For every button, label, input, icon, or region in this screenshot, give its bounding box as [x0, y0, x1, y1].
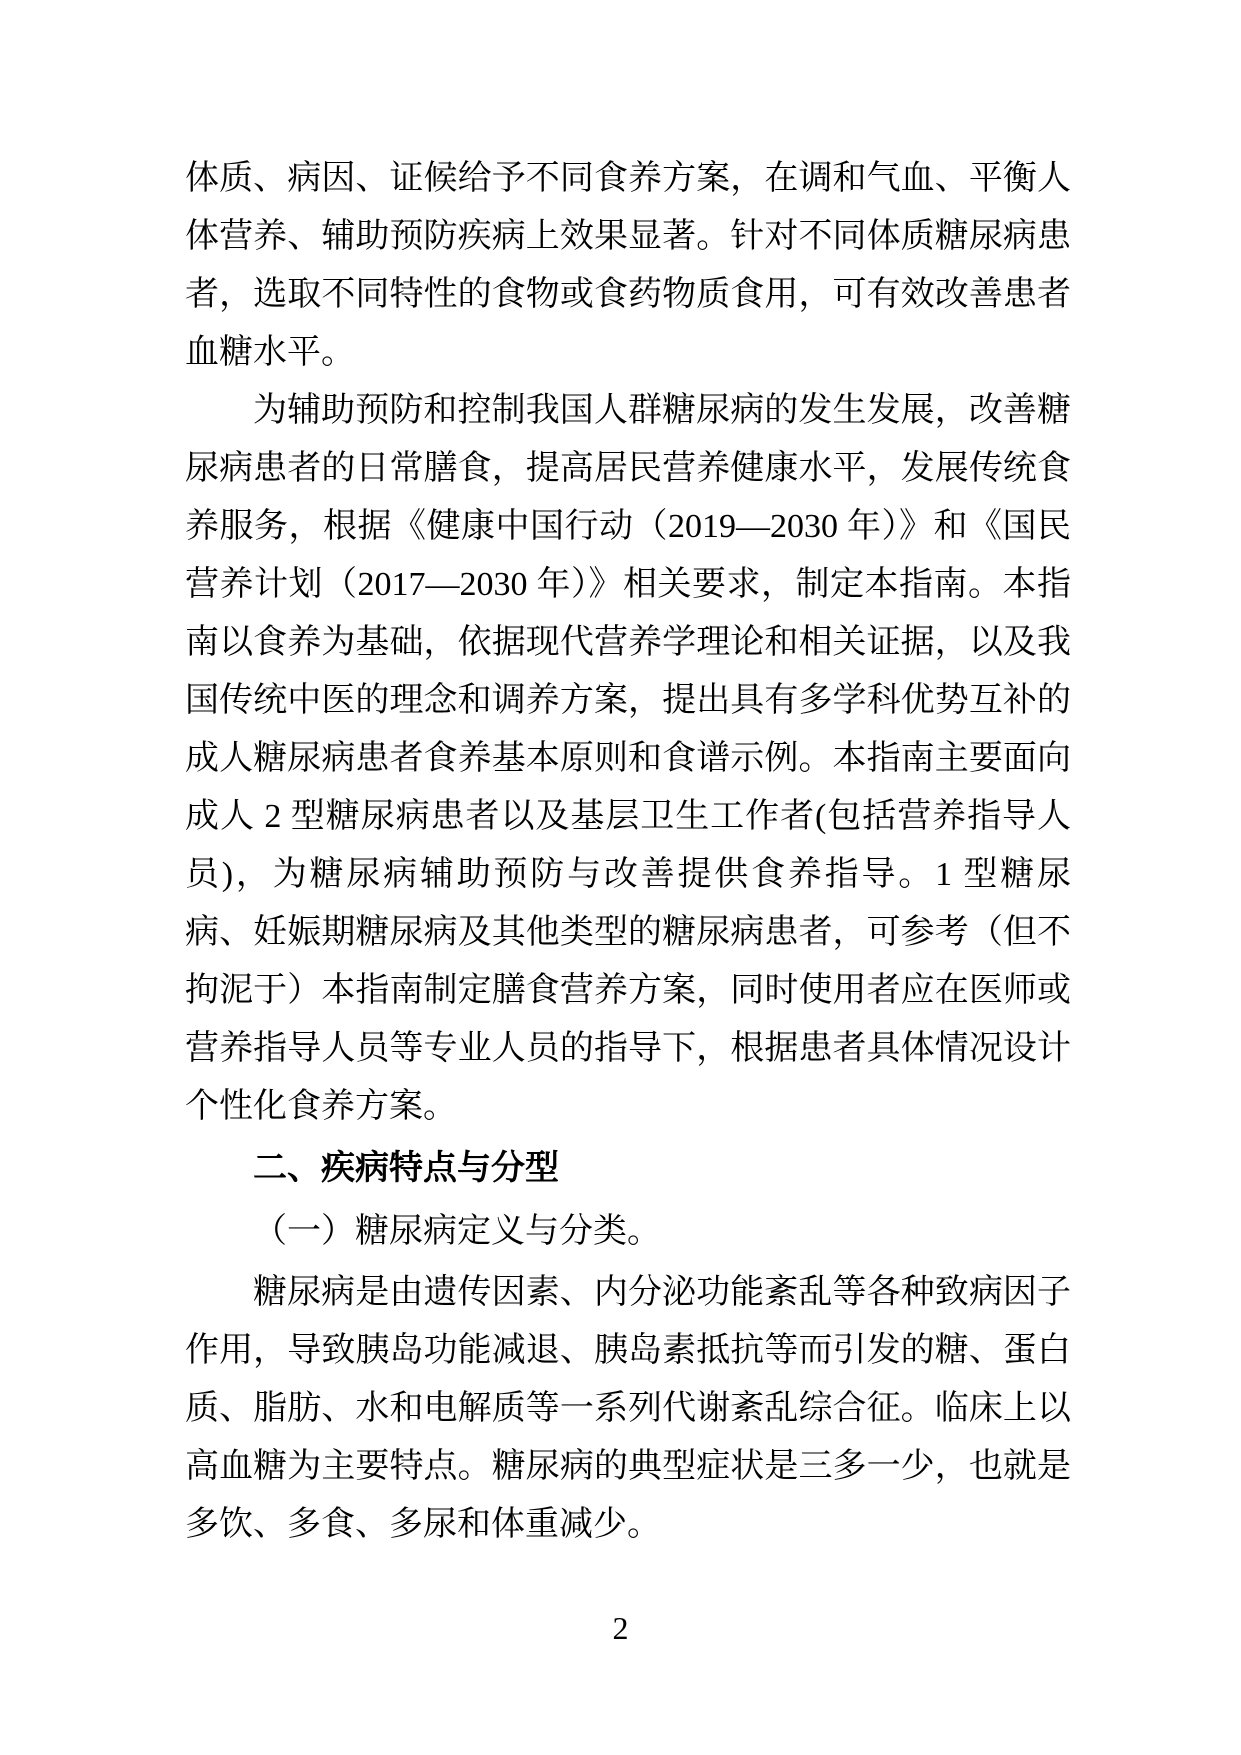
section-heading: 二、疾病特点与分型 [253, 1149, 559, 1187]
paragraph: 为辅助预防和控制我国人群糖尿病的发生发展，改善糖尿病患者的日常膳食，提高居民营养健康水平，发展传统食养服务，根据《健康中国行动（2019—2030 年）》和《国民营养计划（2017—2030 年）》相关要求，制定本指南。本指南以食养为基础，依据现代营养学理论和相关证据，以及我国传统中医的理念和调养方案，提出具有多学科优势互补的成人糖尿病患者食养基本原则和食谱示例。本指南主要面向成人 2 型糖尿病患者以及基层卫生工作者(包括营养指导人员)，为糖尿病辅助预防与改善提供食养指导。1 型糖尿病、妊娠期糖尿病及其他类型的糖尿病患者，可参考（但不拘泥于）本指南制定膳食营养方案，同时使用者应在医师或营养指导人员等专业人员的指导下，根据患者具体情况设计个性化食养方案。 [185, 392, 1071, 1125]
page-number: 2 [612, 1610, 629, 1646]
page-footer [0, 1608, 1241, 1648]
paragraph: 糖尿病是由遗传因素、内分泌功能紊乱等各种致病因子作用，导致胰岛功能减退、胰岛素抵抗等而引发的糖、蛋白质、脂肪、水和电解质等一系列代谢紊乱综合征。临床上以高血糖为主要特点。糖尿病的典型症状是三多一少，也就是多饮、多食、多尿和体重减少。 [185, 1274, 1071, 1543]
subsection-heading: （一）糖尿病定义与分类。 [253, 1213, 661, 1250]
paragraph: 体质、病因、证候给予不同食养方案，在调和气血、平衡人体营养、辅助预防疾病上效果显著。针对不同体质糖尿病患者，选取不同特性的食物或食药物质食用，可有效改善患者血糖水平。 [185, 160, 1071, 371]
document-body [185, 150, 1071, 1554]
